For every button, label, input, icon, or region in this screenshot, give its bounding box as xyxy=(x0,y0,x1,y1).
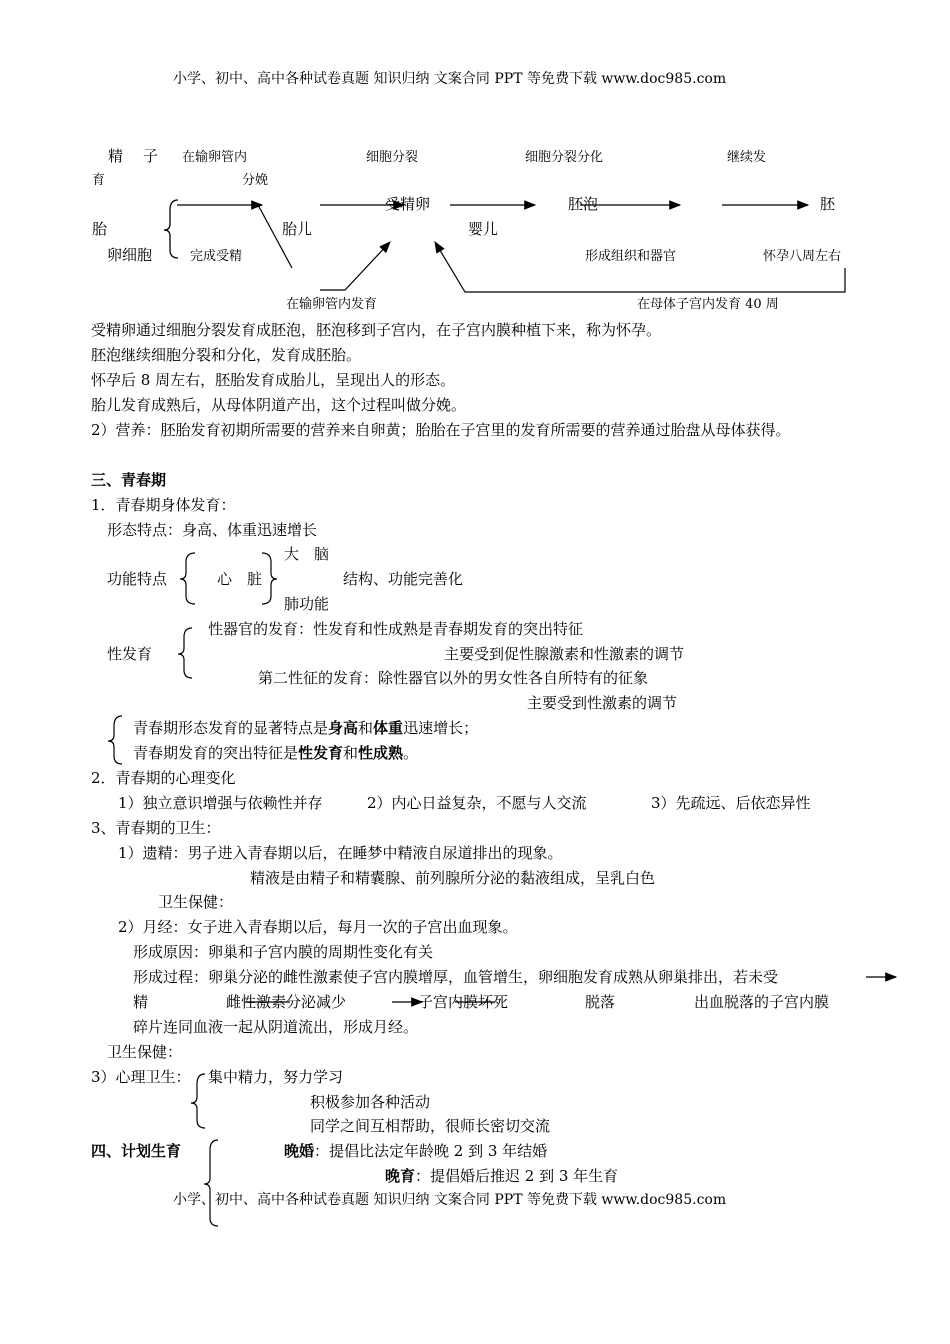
s3-summary-1c: 和 xyxy=(358,719,374,737)
diagram-tissue-organ: 形成组织和器官 xyxy=(585,249,677,264)
diagram-in-oviduct: 在输卵管内 xyxy=(182,150,248,165)
diagram-eight-weeks: 怀孕八周左右 xyxy=(763,249,842,264)
s3-regulate-1: 主要受到促性腺激素和性激素的调节 xyxy=(444,645,685,663)
s3-brain: 大 脑 xyxy=(284,545,330,563)
s3-summary-1d: 体重 xyxy=(373,719,404,737)
s3-jing: 精 xyxy=(133,993,149,1011)
diagram-arrows xyxy=(0,0,950,340)
diagram-division-differentiation: 细胞分裂分化 xyxy=(525,150,604,165)
para-nutrition: 2）营养：胚胎发育初期所需要的营养来自卵黄；胎胎在子宫里的发育所需要的营养通过胎盘从母体获得。 xyxy=(91,421,791,439)
s3-summary-1a: 青春期形态发育的显著特点是 xyxy=(133,719,329,737)
s3-summary-2e: 。 xyxy=(403,744,419,762)
diagram-egg: 卵细胞 xyxy=(107,246,153,264)
s3-lung: 肺功能 xyxy=(284,595,330,613)
s3-heart: 心 脏 xyxy=(217,570,263,588)
s4-late-marriage xyxy=(284,1144,547,1159)
diagram-sperm-1: 精 xyxy=(108,147,124,165)
page-footer: 小学、初中、高中各种试卷真题 知识归纳 文案合同 PPT 等免费下载 www.doc985.com xyxy=(173,1192,727,1208)
s3-function-label: 功能特点 xyxy=(107,570,168,588)
diagram-blastocyst: 胚泡 xyxy=(568,195,599,213)
s3-mental-label: 3）心理卫生： xyxy=(91,1068,191,1086)
s4-late-marriage-text: ：提倡比法定年龄晚 2 到 3 年结婚 xyxy=(314,1142,548,1160)
s3-psych-title: 2．青春期的心理变化 xyxy=(91,769,236,787)
s3-regulate-2: 主要受到性激素的调节 xyxy=(527,694,678,712)
para-line-1: 受精卵通过细胞分裂发育成胚泡，胚泡移到子宫内，在子宫内膜种植下来，称为怀孕。 xyxy=(91,321,662,339)
diagram-sperm-2: 子 xyxy=(143,147,159,165)
s3-shedding: 脱落 xyxy=(585,993,616,1011)
s3-mental-1: 集中精力，努力学习 xyxy=(208,1068,344,1086)
s3-hygiene-2: 卫生保健： xyxy=(107,1043,183,1061)
diagram-dev-in-oviduct: 在输卵管内发育 xyxy=(286,297,378,312)
s4-late-birth-text: ：提倡婚后推迟 2 到 3 年生育 xyxy=(415,1167,619,1185)
s3-psych-3: 3）先疏远、后依恋异性 xyxy=(651,794,811,812)
diagram-fetus: 胎儿 xyxy=(282,220,313,238)
s3-summary-1b: 身高 xyxy=(328,719,359,737)
diagram-continue: 继续发 xyxy=(727,150,767,165)
s3-structure: 结构、功能完善化 xyxy=(343,570,464,588)
s3-summary-1e: 迅速增长； xyxy=(403,719,479,737)
s4-late-birth xyxy=(385,1169,618,1184)
para-line-2: 胚泡继续细胞分裂和分化，发育成胚胎。 xyxy=(91,346,362,364)
s3-menstruation: 2）月经：女子进入青春期以后，每月一次的子宫出血现象。 xyxy=(118,918,518,936)
s3-summary-2a: 青春期发育的突出特征是 xyxy=(133,744,299,762)
para-line-3: 怀孕后 8 周左右，胚胎发育成胎儿，呈现出人的形态。 xyxy=(91,371,456,389)
s3-bleeding: 出血脱落的子宫内膜 xyxy=(694,993,830,1011)
para-line-4: 胎儿发育成熟后，从母体阴道产出，这个过程叫做分娩。 xyxy=(91,396,467,414)
s3-process: 形成过程：卵巢分泌的雌性激素使子宫内膜增厚，血管增生，卵细胞发育成熟从卵巢排出，若未受 xyxy=(133,968,779,986)
s3-body-dev: 1．青春期身体发育： xyxy=(91,496,236,514)
s3-psych-1: 1）独立意识增强与依赖性并存 xyxy=(118,794,323,812)
s3-summary-line-2 xyxy=(133,746,418,761)
diagram-zygote: 受精卵 xyxy=(385,195,431,213)
s3-summary-2c: 和 xyxy=(343,744,359,762)
s3-summary-line-1 xyxy=(133,721,478,736)
s3-endometrium-necrosis: 子宫内膜坏死 xyxy=(418,993,509,1011)
s3-hygiene-1: 卫生保健： xyxy=(158,893,234,911)
diagram-tai: 胎 xyxy=(92,220,108,238)
diagram-completed-fertilization: 完成受精 xyxy=(190,249,243,264)
diagram-delivery: 分娩 xyxy=(242,173,269,188)
section-3-title: 三、青春期 xyxy=(91,471,167,489)
s3-cause: 形成原因：卵巢和子宫内膜的周期性变化有关 xyxy=(133,943,434,961)
s3-estrogen-less: 雌性激素分泌减少 xyxy=(226,993,347,1011)
s3-form-feature: 形态特点：身高、体重迅速增长 xyxy=(107,521,318,539)
page-header: 小学、初中、高中各种试卷真题 知识归纳 文案合同 PPT 等免费下载 www.doc985.com xyxy=(173,71,727,87)
s3-organ-dev: 性器官的发育：性发育和性成熟是青春期发育的突出特征 xyxy=(208,620,584,638)
s3-sex-label: 性发育 xyxy=(107,645,153,663)
s3-hygiene-title: 3、青春期的卫生： xyxy=(91,819,221,837)
s4-late-birth-term: 晚育 xyxy=(385,1167,416,1185)
diagram-embryo: 胚 xyxy=(820,195,836,213)
s3-second-dev: 第二性征的发育：除性器官以外的男女性各自所特有的征象 xyxy=(258,669,649,687)
diagram-cell-division: 细胞分裂 xyxy=(366,150,419,165)
s3-semen: 精液是由精子和精囊腺、前列腺所分泌的黏液组成，呈乳白色 xyxy=(250,869,656,887)
s3-fragments: 碎片连同血液一起从阴道流出，形成月经。 xyxy=(133,1018,419,1036)
s3-psych-2: 2）内心日益复杂，不愿与人交流 xyxy=(367,794,587,812)
s3-mental-2: 积极参加各种活动 xyxy=(310,1093,431,1111)
diagram-dev-in-uterus: 在母体子宫内发育 40 周 xyxy=(637,297,779,312)
s3-summary-2b: 性发育 xyxy=(298,744,344,762)
s3-mental-3: 同学之间互相帮助，很师长密切交流 xyxy=(310,1117,551,1135)
section-4-title: 四、计划生育 xyxy=(91,1142,182,1160)
s4-late-marriage-term: 晚婚 xyxy=(284,1142,315,1160)
s3-summary-2d: 性成熟 xyxy=(358,744,404,762)
s3-emission: 1）遗精：男子进入青春期以后，在睡梦中精液自尿道排出的现象。 xyxy=(118,844,563,862)
diagram-infant: 婴儿 xyxy=(468,220,499,238)
diagram-yu: 育 xyxy=(92,173,106,188)
